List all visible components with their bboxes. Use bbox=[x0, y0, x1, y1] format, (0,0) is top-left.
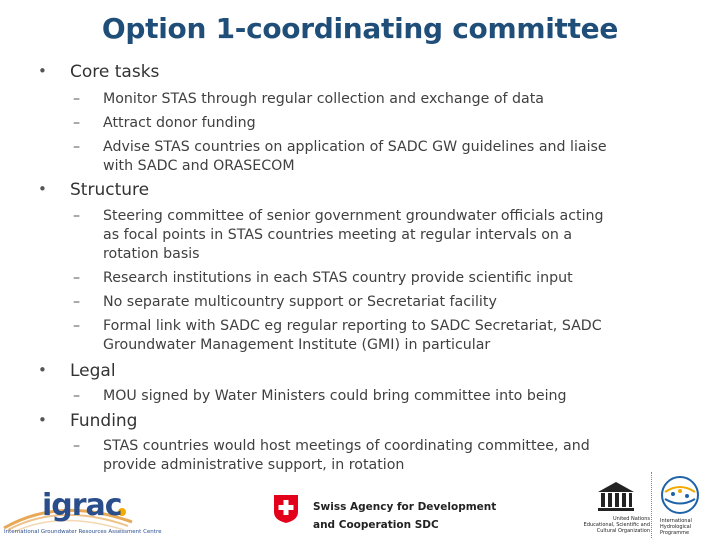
bullet-heading: Legal bbox=[70, 361, 116, 381]
sub-bullet-text: provide administrative support, in rotation bbox=[103, 457, 405, 473]
sub-bullet bbox=[73, 90, 688, 109]
sub-bullet-text: MOU signed by Water Ministers could bring committee into being bbox=[103, 388, 567, 404]
bullet-heading: Structure bbox=[70, 180, 150, 200]
dash-icon: – bbox=[73, 438, 81, 454]
unesco-temple-icon bbox=[596, 480, 636, 514]
dash-icon: – bbox=[73, 294, 81, 310]
sub-bullet-text: No separate multicountry support or Secretariat facility bbox=[103, 294, 497, 310]
unesco-line: Educational, Scientific and bbox=[583, 522, 650, 528]
logo-footer bbox=[0, 470, 720, 540]
ihp-line: Hydrological bbox=[660, 524, 692, 530]
unesco-text bbox=[578, 516, 650, 534]
sdc-line: and Cooperation SDC bbox=[313, 519, 439, 531]
dash-icon: – bbox=[73, 91, 81, 107]
ihp-line: International bbox=[660, 518, 692, 524]
sub-bullet-text: as focal points in STAS countries meeting at regular intervals on a bbox=[103, 227, 573, 243]
sub-bullet bbox=[73, 138, 688, 176]
sub-bullet-text: Formal link with SADC eg regular reporting to SADC Secretariat, SADC bbox=[103, 318, 602, 334]
bullet-funding bbox=[38, 411, 138, 431]
ihp-line: Programme bbox=[660, 530, 690, 536]
bullet-heading: Funding bbox=[70, 411, 138, 431]
sub-bullet-text: Groundwater Management Institute (GMI) in particular bbox=[103, 337, 491, 353]
bullet-dot-icon: • bbox=[38, 180, 47, 198]
bullet-dot-icon: • bbox=[38, 411, 47, 429]
sub-bullet bbox=[73, 269, 688, 288]
sub-bullet-text: with SADC and ORASECOM bbox=[103, 158, 295, 174]
dash-icon: – bbox=[73, 318, 81, 334]
dash-icon: – bbox=[73, 115, 81, 131]
dash-icon: – bbox=[73, 208, 81, 224]
igrac-wordmark: igrac bbox=[42, 488, 122, 523]
sub-bullet bbox=[73, 387, 688, 406]
logo-divider bbox=[651, 472, 652, 538]
igrac-tagline: International Groundwater Resources Assessment Centre bbox=[4, 529, 162, 535]
sub-bullet-text: Steering committee of senior government groundwater officials acting bbox=[103, 208, 604, 224]
sub-bullet-text: STAS countries would host meetings of coordinating committee, and bbox=[103, 438, 590, 454]
sdc-line: Swiss Agency for Development bbox=[313, 501, 497, 513]
sub-bullet bbox=[73, 317, 688, 355]
unesco-line: United Nations bbox=[612, 516, 650, 522]
bullet-dot-icon: • bbox=[38, 361, 47, 379]
sub-bullet bbox=[73, 207, 688, 264]
sub-bullet bbox=[73, 293, 688, 312]
unesco-line: Cultural Organization bbox=[596, 528, 650, 534]
sub-bullet-text: Attract donor funding bbox=[103, 115, 256, 131]
sub-bullet-text: Monitor STAS through regular collection and exchange of data bbox=[103, 91, 544, 107]
bullet-heading: Core tasks bbox=[70, 62, 160, 82]
bullet-legal bbox=[38, 361, 116, 381]
sdc-logo-text bbox=[313, 498, 496, 534]
sub-bullet-text: Advise STAS countries on application of SADC GW guidelines and liaise bbox=[103, 139, 607, 155]
ihp-globe-icon bbox=[657, 474, 703, 516]
bullet-dot-icon: • bbox=[38, 62, 47, 80]
dash-icon: – bbox=[73, 139, 81, 155]
dash-icon: – bbox=[73, 270, 81, 286]
dash-icon: – bbox=[73, 388, 81, 404]
sub-bullet bbox=[73, 114, 688, 133]
swiss-flag-icon bbox=[273, 494, 299, 524]
ihp-text bbox=[660, 518, 692, 536]
sub-bullet-text: rotation basis bbox=[103, 246, 200, 262]
sub-bullet-text: Research institutions in each STAS country provide scientific input bbox=[103, 270, 573, 286]
bullet-core-tasks bbox=[38, 62, 160, 82]
bullet-structure bbox=[38, 180, 150, 200]
page-title: Option 1-coordinating committee bbox=[101, 12, 619, 45]
